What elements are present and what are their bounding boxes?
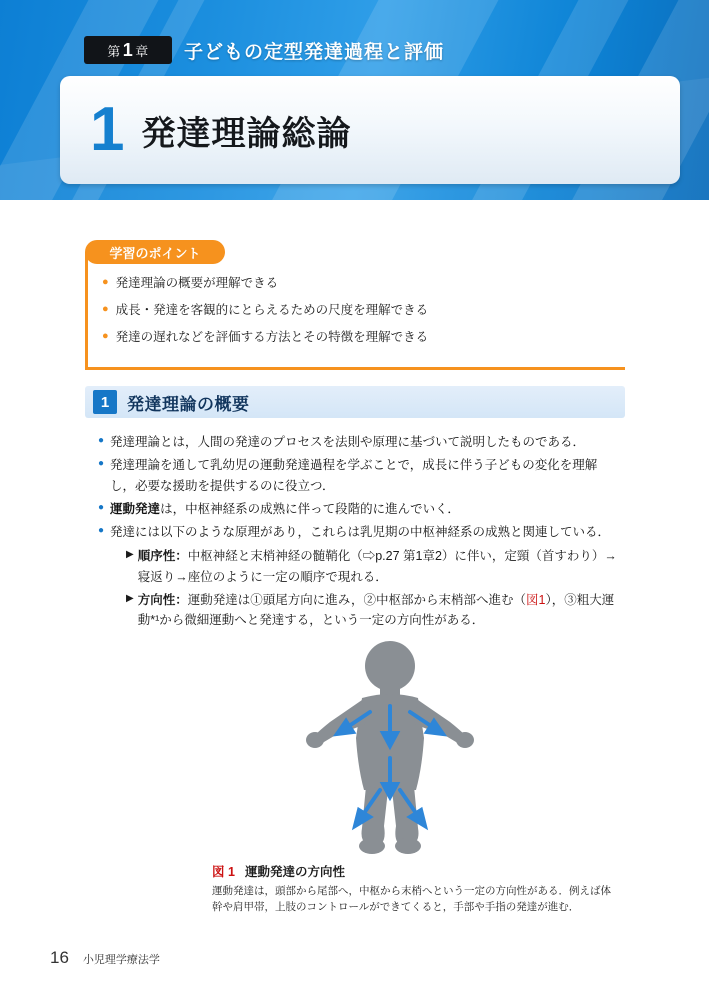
bullet-dot-icon: ● xyxy=(98,501,105,513)
section-heading-number: 1 xyxy=(93,390,117,414)
body-bullet-text: 発達には以下のような原理があり，これらは乳児期の中枢神経系の成熟と関連している． xyxy=(110,525,611,539)
figure-title: 運動発達の方向性 xyxy=(244,865,345,879)
body-bullet-text-emphasized xyxy=(110,499,618,519)
bullet-dot-icon: ● xyxy=(102,303,109,316)
learning-points-body xyxy=(85,252,625,370)
learning-point-item xyxy=(102,328,613,346)
section-big-title: 発達理論総論 xyxy=(141,114,352,153)
learning-point-item xyxy=(102,274,613,292)
body-bullet-item xyxy=(98,522,618,542)
body-sub-item xyxy=(126,546,618,587)
section-heading xyxy=(85,386,625,418)
learning-points-tab: 学習のポイント xyxy=(85,240,225,264)
figure-caption-text: 運動発達は，頭部から尾部へ，中枢から末梢へという一定の方向性がある．例えば体幹や肩甲帯，上肢のコントロールができてくると，手部や手指の発達が進む． xyxy=(212,885,611,913)
figure-caption-head xyxy=(212,862,612,880)
body-bullet-bold-lead: 運動発達 xyxy=(110,501,161,516)
section-title-plate xyxy=(60,76,680,184)
learning-point-text: 発達の遅れなどを評価する方法とその特徴を理解できる xyxy=(115,330,429,345)
learning-point-text: 成長・発達を客観的にとらえるための尺度を理解できる xyxy=(115,303,429,318)
body-sub-detail-b: ），③粗大運動*¹から微細運動へと発達する，という一定の方向性がある． xyxy=(137,592,615,627)
figure-reference-link[interactable]: 図1 xyxy=(525,592,546,607)
section-heading-title: 発達理論の概要 xyxy=(127,394,250,414)
figure-caption xyxy=(212,862,612,916)
body-bullet-text: 発達理論を通して乳幼児の運動発達過程を学ぶことで，成長に伴う子どもの変化を理解し，必要な援助を提供するのに役立つ． xyxy=(110,458,598,493)
book-title: 小児理学療法学 xyxy=(82,954,160,966)
triangle-right-icon: ▶ xyxy=(126,549,134,561)
chapter-title: 子どもの定型発達過程と評価 xyxy=(184,41,445,63)
body-bullet-item xyxy=(98,499,618,519)
infant-silhouette-diagram xyxy=(300,640,480,855)
section-big-number: 1 xyxy=(90,95,124,164)
bullet-dot-icon: ● xyxy=(102,330,109,343)
body-sub-detail: 中枢神経と末梢神経の髄鞘化（⇨p.27 第1章2）に伴い，定頸（首すわり）→寝返り→座位のように一定の順序で現れる． xyxy=(137,549,617,584)
page-footer xyxy=(50,948,160,968)
body-bullet-item xyxy=(98,455,618,496)
body-sub-detail-a: 運動発達は①頭尾方向に進み，②中枢部から末梢部へ進む（ xyxy=(187,592,526,607)
body-bullet-rest: は，中枢神経系の成熟に伴って段階的に進んでいく． xyxy=(160,501,460,516)
body-sub-label: 方向性： xyxy=(137,592,188,607)
body-sub-text xyxy=(138,546,618,587)
bullet-dot-icon: ● xyxy=(98,435,105,446)
body-sub-item xyxy=(126,590,618,631)
bullet-dot-icon: ● xyxy=(102,276,109,288)
body-bullet-text: 発達理論とは，人間の発達のプロセスを法則や原理に基づいて説明したものである． xyxy=(110,435,586,449)
body-sub-list xyxy=(126,546,618,630)
body-sub-label: 順序性： xyxy=(137,549,188,564)
figure-number-label: 図 1 xyxy=(212,865,235,879)
body-sub-text xyxy=(138,590,618,631)
chapter-tag xyxy=(84,36,172,64)
chapter-suffix: 章 xyxy=(135,43,149,59)
page-number: 16 xyxy=(50,948,69,967)
learning-points-box xyxy=(85,240,625,370)
body-bullet-item xyxy=(98,432,618,452)
chapter-prefix: 第 xyxy=(107,43,121,59)
figure-illustration xyxy=(300,640,480,855)
body-bullet-list xyxy=(98,432,618,633)
learning-point-item xyxy=(102,301,613,319)
chapter-number: 1 xyxy=(122,40,134,60)
triangle-right-icon: ▶ xyxy=(126,592,134,604)
bullet-dot-icon: ● xyxy=(98,525,105,536)
learning-point-text: 発達理論の概要が理解できる xyxy=(115,276,279,290)
bullet-dot-icon: ● xyxy=(98,458,105,470)
